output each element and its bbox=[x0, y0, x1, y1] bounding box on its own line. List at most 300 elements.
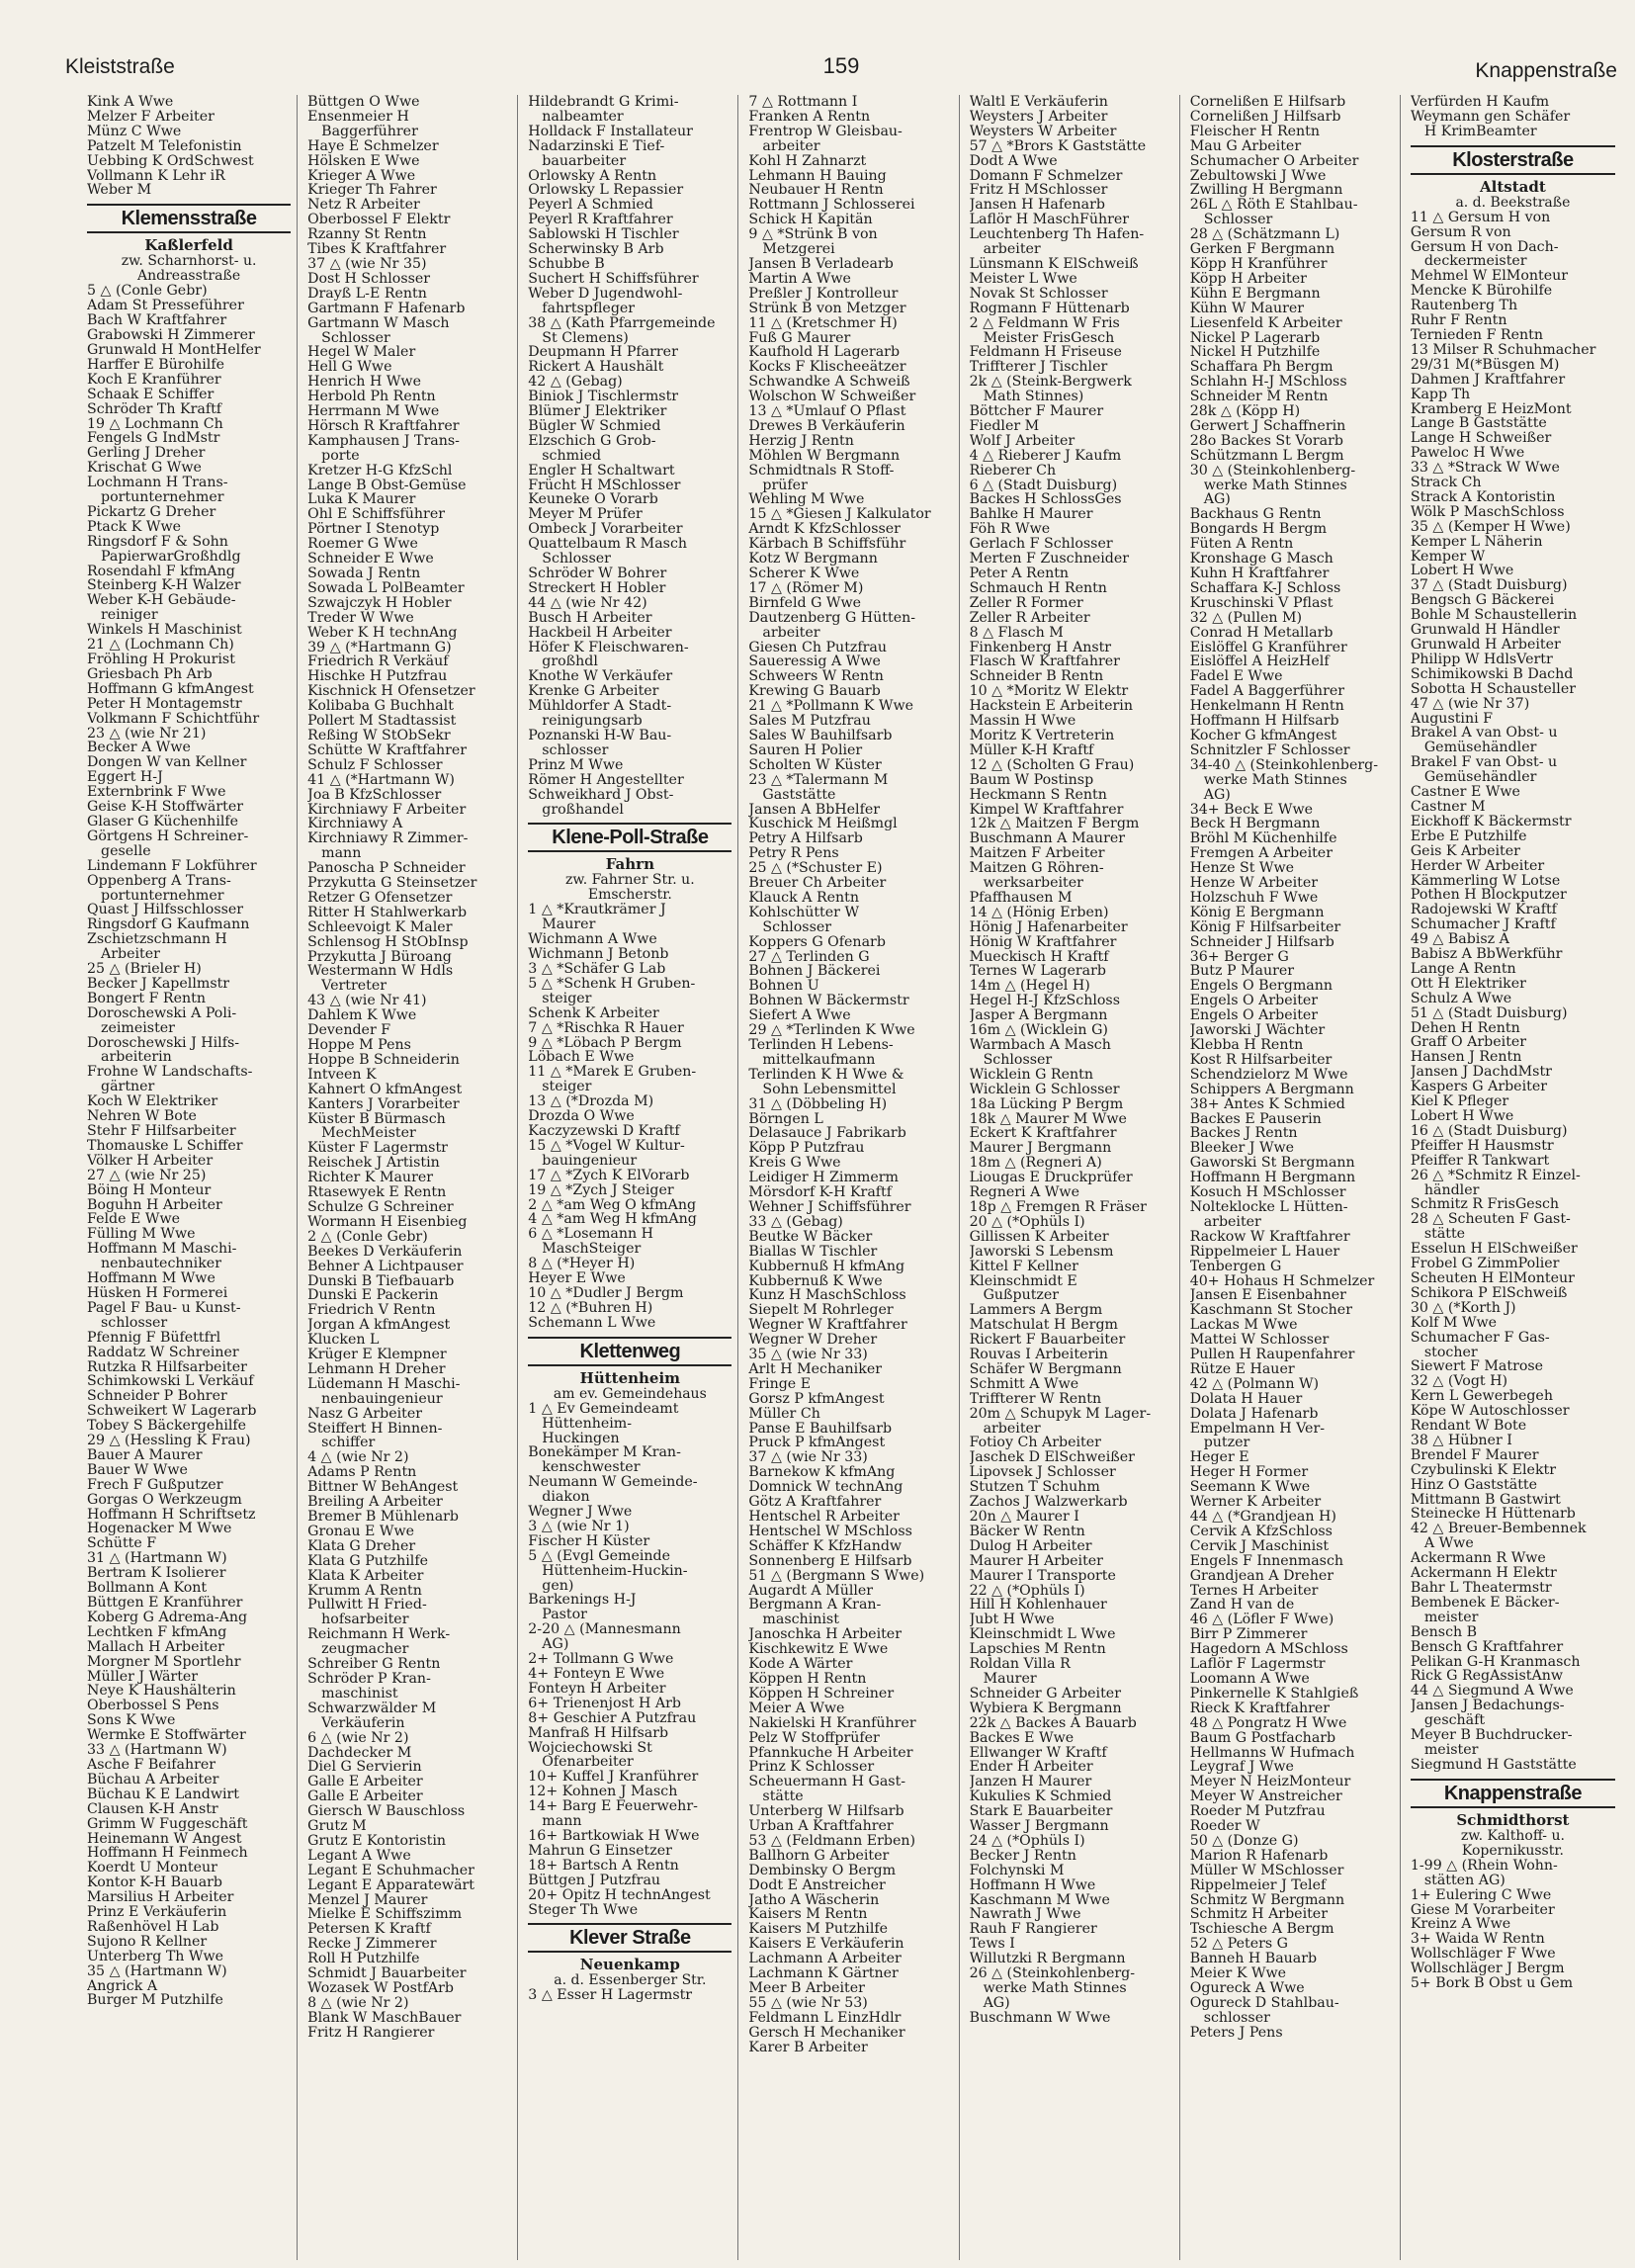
directory-entry: Koberg G Adrema-Ang bbox=[87, 1610, 248, 1625]
directory-entry: Kink A Wwe bbox=[87, 95, 174, 110]
directory-entry: Krischat G Wwe bbox=[87, 461, 202, 477]
directory-entry: Externbrink F Wwe bbox=[87, 785, 226, 801]
directory-entry: Felde E Wwe bbox=[87, 1212, 180, 1228]
directory-entry: Strack A Kontoristin bbox=[1410, 489, 1556, 505]
entry-continuation: Baggerführer bbox=[321, 124, 418, 139]
directory-entry: 39 △ (*Hartmann G) bbox=[307, 640, 452, 655]
directory-entry: Janoschka H Arbeiter bbox=[748, 1627, 902, 1643]
entry-continuation: AG) bbox=[1203, 787, 1231, 803]
directory-entry: Hoppe B Schneiderin bbox=[307, 1052, 460, 1068]
directory-entry: 2 △ (Conle Gebr) bbox=[307, 1229, 428, 1245]
directory-entry: Ogureck D Stahlbau- bbox=[1189, 1995, 1339, 2011]
directory-entry: Engels F Innenmasch bbox=[1189, 1553, 1344, 1569]
directory-entry: Kost R Hilfsarbeiter bbox=[1189, 1052, 1333, 1068]
directory-entry: Roll H Putzhilfe bbox=[307, 1952, 420, 1967]
directory-entry: Ruhr F Rentn bbox=[1410, 313, 1507, 328]
directory-entry: Hoffmann H Feinmech bbox=[87, 1846, 248, 1862]
directory-entry: Krieger Th Fahrer bbox=[307, 183, 437, 199]
directory-entry: Schleevoigt K Maler bbox=[307, 919, 453, 935]
directory-entry: Stark E Bauarbeiter bbox=[969, 1804, 1113, 1820]
directory-entry: Hackbeil H Arbeiter bbox=[528, 625, 672, 641]
directory-entry: Schreiber G Rentn bbox=[307, 1657, 441, 1672]
directory-entry: 18p △ Fremgen R Fräser bbox=[969, 1199, 1147, 1215]
directory-entry: 29 △ (Hessling K Frau) bbox=[87, 1434, 251, 1448]
directory-entry: Glaser G Küchenhilfe bbox=[87, 814, 239, 829]
directory-entry: Schütte W Kraftfahrer bbox=[307, 742, 468, 758]
directory-entry: Sales M Putzfrau bbox=[748, 714, 871, 729]
directory-entry: Schmauch H Rentn bbox=[969, 580, 1107, 596]
directory-entry: Scholten W Küster bbox=[748, 757, 882, 773]
directory-entry: Grutz E Kontoristin bbox=[307, 1833, 447, 1849]
directory-entry: Schützmann L Bergm bbox=[1189, 448, 1344, 464]
directory-entry: Raddatz W Schreiner bbox=[87, 1345, 239, 1360]
directory-entry: Ternieden F Rentn bbox=[1410, 327, 1543, 343]
directory-entry: Kramberg E HeizMont bbox=[1410, 401, 1572, 417]
district-name: Kaßlerfeld bbox=[144, 236, 233, 255]
directory-entry: Kohl H Zahnarzt bbox=[748, 153, 867, 169]
directory-entry: Siepelt M Rohrleger bbox=[748, 1303, 894, 1319]
directory-entry: 15 △ *Giesen J Kalkulator bbox=[748, 507, 931, 523]
directory-entry: Hackstein E Arbeiterin bbox=[969, 699, 1133, 715]
directory-entry: Prinz K Schlosser bbox=[748, 1760, 875, 1776]
directory-entry: Birr P Zimmerer bbox=[1189, 1627, 1308, 1643]
street-location-note: a. d. Beekstraße bbox=[1455, 194, 1571, 211]
directory-entry: Oberbossel S Pens bbox=[87, 1699, 219, 1714]
directory-entry: Birnfeld G Wwe bbox=[748, 595, 862, 611]
directory-entry: Jansen J Bedachungs- bbox=[1410, 1699, 1565, 1714]
directory-entry: Czybulinski K Elektr bbox=[1410, 1462, 1557, 1478]
directory-entry: Legant E Schuhmacher bbox=[307, 1863, 474, 1878]
directory-entry: Unterberg W Hilfsarb bbox=[748, 1804, 904, 1820]
district-name: Altstadt bbox=[1480, 177, 1546, 196]
directory-entry: Kubbernuß K Wwe bbox=[748, 1273, 883, 1289]
directory-entry: Dahmen J Kraftfahrer bbox=[1410, 372, 1566, 388]
directory-entry: Büttgen J Putzfrau bbox=[528, 1873, 661, 1888]
directory-entry: Friedrich V Rentn bbox=[307, 1303, 436, 1319]
directory-entry: Nakielski H Kranführer bbox=[748, 1715, 916, 1731]
entry-continuation: gärtner bbox=[101, 1080, 155, 1095]
entry-continuation: A Wwe bbox=[1423, 1536, 1474, 1552]
directory-entry: Hoffmann H Wwe bbox=[969, 1877, 1096, 1893]
directory-entry: Diel G Servierin bbox=[307, 1760, 422, 1776]
directory-entry: Bonekämper M Kran- bbox=[528, 1445, 681, 1461]
directory-entry: 32 △ (Pullen M) bbox=[1189, 610, 1303, 626]
directory-entry: Drozda O Wwe bbox=[528, 1109, 635, 1124]
directory-entry: Wichmann A Wwe bbox=[528, 932, 657, 948]
directory-entry: Dost H Schlosser bbox=[307, 271, 431, 287]
directory-entry: Kahnert O kfmAngest bbox=[307, 1082, 463, 1097]
directory-entry: Feldmann H Friseuse bbox=[969, 345, 1122, 361]
directory-entry: Lange H Schweißer bbox=[1410, 431, 1552, 447]
entry-continuation: steiger bbox=[542, 991, 592, 1006]
directory-entry: 42 △ Breuer-Bembennek bbox=[1410, 1522, 1587, 1537]
directory-columns bbox=[81, 95, 1621, 2260]
directory-entry: 8 △ (*Heyer H) bbox=[528, 1257, 636, 1272]
directory-entry: Augardt A Müller bbox=[748, 1583, 874, 1599]
directory-entry: Schaffara Ph Bergm bbox=[1189, 360, 1334, 376]
entry-continuation: gen) bbox=[542, 1578, 574, 1594]
directory-entry: Dautzenberg G Hütten- bbox=[748, 610, 916, 626]
directory-entry: Wegner W Kraftfahrer bbox=[748, 1318, 907, 1334]
directory-entry: Loomann A Wwe bbox=[1189, 1671, 1310, 1687]
directory-entry: 6+ Trienenjost H Arb bbox=[528, 1696, 681, 1711]
directory-entry: Schmitt A Wwe bbox=[969, 1376, 1079, 1392]
directory-entry: 53 △ (Feldmann Erben) bbox=[748, 1833, 916, 1849]
directory-entry: Jorgan A kfmAngest bbox=[307, 1318, 451, 1334]
directory-entry: Finkenberg H Anstr bbox=[969, 640, 1112, 655]
directory-entry: Köpe W Autoschlosser bbox=[1410, 1404, 1570, 1420]
directory-entry: 16+ Bartkowiak H Wwe bbox=[528, 1828, 700, 1844]
directory-entry: Fischer H Küster bbox=[528, 1533, 650, 1549]
directory-entry: Busch H Arbeiter bbox=[528, 610, 652, 626]
directory-entry: Gerlach F Schlosser bbox=[969, 537, 1113, 553]
entry-continuation: Hüttenheim- bbox=[542, 1416, 633, 1432]
directory-entry: Paweloc H Wwe bbox=[1410, 446, 1525, 462]
directory-entry: Galle E Arbeiter bbox=[307, 1789, 423, 1805]
directory-entry: 38 △ (Kath Pfarrgemeinde bbox=[528, 315, 716, 331]
directory-entry: Zeller R Former bbox=[969, 595, 1083, 611]
directory-entry: Büttgen E Kranführer bbox=[87, 1596, 243, 1611]
directory-entry: Klata G Dreher bbox=[307, 1538, 416, 1554]
directory-entry: 18m △ (Regneri A) bbox=[969, 1156, 1102, 1172]
street-heading: Knappenstraße bbox=[1411, 1779, 1615, 1808]
entry-continuation: H KrimBeamter bbox=[1423, 124, 1537, 139]
directory-entry: Terlinden H Lebens- bbox=[748, 1038, 894, 1053]
directory-entry: Bremer B Mühlenarb bbox=[307, 1510, 460, 1525]
directory-entry: Klauck A Rentn bbox=[748, 890, 860, 906]
directory-entry: Nadarzinski E Tief- bbox=[528, 138, 665, 154]
directory-entry: Martin A Wwe bbox=[748, 271, 851, 287]
directory-entry: Heckmann S Rentn bbox=[969, 787, 1107, 803]
directory-entry: Stutzen T Schuhm bbox=[969, 1480, 1100, 1496]
directory-entry: Weysters W Arbeiter bbox=[969, 124, 1117, 139]
directory-entry: Wojciechowski St bbox=[528, 1740, 652, 1756]
directory-entry: Schneider E Wwe bbox=[307, 552, 434, 567]
directory-entry: Rendant W Bote bbox=[1410, 1419, 1527, 1434]
directory-entry: Adam St Presseführer bbox=[87, 299, 244, 314]
directory-entry: Baum G Postfacharb bbox=[1189, 1730, 1336, 1746]
directory-entry: Liesenfeld K Arbeiter bbox=[1189, 315, 1342, 331]
directory-entry: Hoppe M Pens bbox=[307, 1038, 411, 1053]
directory-entry: Lachmann K Gärtner bbox=[748, 1966, 899, 1981]
entry-continuation: zeimeister bbox=[101, 1020, 175, 1036]
directory-entry: Giesen Ch Putzfrau bbox=[748, 640, 888, 655]
directory-entry: 27 △ (wie Nr 25) bbox=[87, 1168, 207, 1183]
directory-entry: Erbe E Putzhilfe bbox=[1410, 829, 1527, 844]
entry-continuation: Hüttenheim-Huckin- bbox=[542, 1563, 688, 1579]
directory-entry: Pullwitt H Fried- bbox=[307, 1598, 427, 1614]
entry-continuation: schlosser bbox=[101, 1315, 168, 1331]
directory-entry: Mattei W Schlosser bbox=[1189, 1333, 1330, 1349]
directory-entry: Büttgen O Wwe bbox=[307, 95, 420, 110]
directory-entry: Hill H Kohlenhauer bbox=[969, 1598, 1107, 1614]
directory-entry: Orlowsky L Repassier bbox=[528, 183, 684, 199]
directory-entry: 23 △ *Talermann M bbox=[748, 772, 889, 788]
directory-entry: 14 △ (Hönig Erben) bbox=[969, 905, 1109, 920]
column-3 bbox=[522, 95, 738, 2260]
directory-entry: Wollschläger F Wwe bbox=[1410, 1947, 1556, 1963]
directory-entry: Backes E Pauserin bbox=[1189, 1111, 1322, 1127]
directory-entry: Hansen J Rentn bbox=[1410, 1050, 1522, 1066]
directory-entry: Schumacher O Arbeiter bbox=[1189, 153, 1359, 169]
directory-entry: Schwandke A Schweiß bbox=[748, 375, 910, 391]
directory-entry: Schenk K Arbeiter bbox=[528, 1005, 659, 1021]
directory-entry: 15 △ *Vogel W Kultur- bbox=[528, 1138, 685, 1154]
directory-entry: 21 △ (Lochmann Ch) bbox=[87, 638, 234, 653]
directory-entry: Krenke G Arbeiter bbox=[528, 684, 659, 700]
directory-entry: Rouvas I Arbeiterin bbox=[969, 1348, 1108, 1362]
directory-entry: Merten F Zuschneider bbox=[969, 552, 1130, 567]
directory-entry: Meyer M Prüfer bbox=[528, 507, 643, 523]
directory-entry: Kemper W bbox=[1410, 549, 1486, 565]
entry-continuation: Pastor bbox=[542, 1608, 587, 1623]
directory-entry: Morgner M Sportlehr bbox=[87, 1654, 241, 1670]
directory-entry: Kämmerling W Lotse bbox=[1410, 873, 1561, 889]
directory-entry: Kirchniawy A bbox=[307, 817, 403, 832]
directory-entry: Schick H Kapitän bbox=[748, 213, 873, 228]
directory-entry: Ogureck A Wwe bbox=[1189, 1981, 1305, 1996]
directory-entry: Bongert F Rentn bbox=[87, 991, 206, 1006]
directory-entry: Hoffmann M Wwe bbox=[87, 1271, 215, 1286]
directory-entry: Zachos J Walzwerkarb bbox=[969, 1495, 1128, 1510]
directory-entry: Schikora P ElSchweiß bbox=[1410, 1285, 1568, 1301]
entry-continuation: maschinist bbox=[321, 1686, 398, 1701]
directory-entry: Rippelmeier J Telef bbox=[1189, 1877, 1327, 1893]
directory-entry: Gronau E Wwe bbox=[307, 1524, 415, 1539]
directory-entry: Roemer G Wwe bbox=[307, 537, 418, 553]
directory-entry: 47 △ (wie Nr 37) bbox=[1410, 696, 1530, 712]
entry-continuation: arbeiter bbox=[983, 242, 1041, 257]
entry-continuation: geselle bbox=[101, 843, 151, 859]
directory-entry: Steiffert H Binnen- bbox=[307, 1421, 443, 1437]
directory-entry: 30 △ (Steinkohlenberg- bbox=[1189, 463, 1356, 479]
directory-entry: 28o Backes St Vorarb bbox=[1189, 433, 1343, 449]
directory-entry: Ott H Elektriker bbox=[1410, 976, 1526, 992]
entry-continuation: portunternehmer bbox=[101, 888, 224, 904]
directory-entry: Oppenberg A Trans- bbox=[87, 873, 231, 889]
directory-entry: Schulz A Wwe bbox=[1410, 991, 1512, 1006]
directory-entry: Pfannkuche H Arbeiter bbox=[748, 1745, 913, 1761]
directory-entry: Holzschuh F Wwe bbox=[1189, 890, 1319, 906]
directory-entry: Rzanny St Rentn bbox=[307, 227, 427, 243]
directory-entry: Müller J Wärter bbox=[87, 1669, 199, 1685]
directory-entry: Krewing G Bauarb bbox=[748, 684, 881, 700]
directory-entry: Kubbernuß H kfmAng bbox=[748, 1259, 905, 1274]
directory-entry: Keuneke O Vorarb bbox=[528, 492, 658, 508]
directory-entry: Klucken L bbox=[307, 1333, 380, 1349]
directory-entry: Weysters J Arbeiter bbox=[969, 109, 1108, 125]
directory-entry: Schnitzler F Schlosser bbox=[1189, 742, 1350, 758]
directory-entry: 50 △ (Donze G) bbox=[1189, 1833, 1299, 1849]
directory-entry: Heyer E Wwe bbox=[528, 1271, 626, 1286]
directory-entry: Heger H Former bbox=[1189, 1465, 1309, 1481]
directory-entry: Fonteyn H Arbeiter bbox=[528, 1681, 666, 1697]
directory-entry: Fritz H MSchlosser bbox=[969, 183, 1108, 199]
directory-entry: Kotz W Bergmann bbox=[748, 552, 878, 567]
entry-continuation: nenbautechniker bbox=[101, 1257, 221, 1272]
directory-entry: Dachdecker M bbox=[307, 1745, 412, 1761]
directory-entry: Laflör F Lagermstr bbox=[1189, 1657, 1326, 1672]
directory-entry: Kuhn H Kraftfahrer bbox=[1189, 567, 1330, 581]
directory-entry: Pothen H Blockputzer bbox=[1410, 888, 1567, 904]
entry-continuation: Meister FrisGesch bbox=[983, 330, 1115, 346]
directory-entry: Pfeiffer R Tankwart bbox=[1410, 1153, 1550, 1169]
directory-entry: Baum W Postinsp bbox=[969, 772, 1094, 788]
directory-entry: Küster F Lagermstr bbox=[307, 1141, 448, 1157]
directory-entry: Schaak E Schiffer bbox=[87, 387, 215, 402]
directory-entry: Siegmund H Gaststätte bbox=[1410, 1757, 1577, 1773]
directory-entry: Streckert H Hobler bbox=[528, 580, 666, 596]
directory-entry: Schmidt J Bauarbeiter bbox=[307, 1966, 467, 1981]
directory-entry: Winkels H Maschinist bbox=[87, 623, 242, 639]
directory-entry: Cornelißen E Hilfsarb bbox=[1189, 95, 1346, 110]
directory-entry: Gorgas O Werkzeugm bbox=[87, 1492, 242, 1508]
directory-entry: Henze W Arbeiter bbox=[1189, 876, 1319, 891]
directory-entry: 3 △ *Schäfer G Lab bbox=[528, 962, 666, 977]
directory-entry: 9 △ *Löbach P Bergm bbox=[528, 1035, 682, 1051]
directory-entry: Gaworski St Bergmann bbox=[1189, 1156, 1355, 1172]
directory-entry: Kamphausen J Trans- bbox=[307, 433, 460, 449]
directory-entry: 2 △ Feldmann W Fris bbox=[969, 315, 1120, 331]
directory-entry: Schumacher J Kraftf bbox=[1410, 917, 1556, 933]
directory-entry: Kimpel W Kraftfahrer bbox=[969, 802, 1124, 818]
directory-entry: Kemper L Näherin bbox=[1410, 534, 1543, 550]
directory-entry: Fremgen A Arbeiter bbox=[1189, 846, 1333, 862]
directory-entry: Lüdemann H Maschi- bbox=[307, 1376, 461, 1392]
directory-entry: Panoscha P Schneider bbox=[307, 861, 466, 877]
entry-continuation: stätten AG) bbox=[1423, 1873, 1506, 1888]
directory-entry: Clausen K-H Anstr bbox=[87, 1801, 218, 1817]
directory-entry: Föh R Wwe bbox=[969, 522, 1051, 538]
directory-entry: 11 △ (Kretschmer H) bbox=[748, 315, 898, 331]
directory-entry: Novak St Schlosser bbox=[969, 286, 1108, 302]
directory-entry: 28k △ (Köpp H) bbox=[1189, 404, 1301, 419]
directory-entry: Maurer H Arbeiter bbox=[969, 1553, 1103, 1569]
directory-entry: Schmidtnals R Stoff- bbox=[748, 463, 895, 479]
directory-entry: 37 △ (Stadt Duisburg) bbox=[1410, 578, 1568, 594]
directory-entry: Ensenmeier H bbox=[307, 109, 409, 125]
directory-entry: Fritz H Rangierer bbox=[307, 2025, 435, 2041]
directory-entry: Pagel F Bau- u Kunst- bbox=[87, 1300, 241, 1316]
directory-entry: Liougas E Druckprüfer bbox=[969, 1171, 1133, 1186]
directory-entry: 10 △ *Moritz W Elektr bbox=[969, 684, 1129, 700]
directory-entry: Kleinschmidt E bbox=[969, 1273, 1077, 1289]
directory-entry: 18+ Bartsch A Rentn bbox=[528, 1858, 679, 1874]
directory-entry: Jaschek D ElSchweißer bbox=[969, 1450, 1135, 1466]
directory-entry: 20+ Opitz H technAngest bbox=[528, 1887, 711, 1903]
directory-entry: Pfeiffer H Hausmstr bbox=[1410, 1138, 1554, 1154]
directory-entry: Kanters J Vorarbeiter bbox=[307, 1096, 460, 1112]
directory-entry: Frobel G ZimmPolier bbox=[1410, 1257, 1560, 1271]
directory-entry: 13 △ (*Drozda M) bbox=[528, 1094, 654, 1110]
directory-entry: Breuer Ch Arbeiter bbox=[748, 876, 887, 891]
directory-entry: Höfer K Fleischwaren- bbox=[528, 640, 689, 655]
directory-entry: 26 △ (Steinkohlenberg- bbox=[969, 1966, 1136, 1981]
directory-entry: Beutke W Bäcker bbox=[748, 1229, 873, 1245]
directory-entry: Bohle M Schaustellerin bbox=[1410, 608, 1578, 624]
directory-entry: Küster B Bürmasch bbox=[307, 1111, 446, 1127]
directory-entry: Rottmann J Schlosserei bbox=[748, 198, 915, 214]
directory-entry: Beck H Bergmann bbox=[1189, 817, 1321, 832]
directory-entry: Meyer B Buchdrucker- bbox=[1410, 1728, 1573, 1743]
directory-entry: Ritter H Stahlwerkarb bbox=[307, 905, 468, 920]
directory-entry: Beekes D Verkäuferin bbox=[307, 1244, 463, 1260]
directory-entry: Zand H van de bbox=[1189, 1598, 1295, 1614]
directory-entry: 32 △ (Vogt H) bbox=[1410, 1374, 1508, 1390]
directory-entry: Hagedorn A MSchloss bbox=[1189, 1642, 1348, 1658]
directory-entry: Hoffmann G kfmAngest bbox=[87, 681, 254, 697]
directory-entry: 4 △ *am Weg H kfmAng bbox=[528, 1212, 697, 1228]
directory-entry: 14m △ (Hegel H) bbox=[969, 979, 1090, 995]
directory-entry: Galle E Arbeiter bbox=[307, 1775, 423, 1790]
directory-entry: 38+ Antes K Schmied bbox=[1189, 1096, 1345, 1112]
directory-entry: Ternes H Arbeiter bbox=[1189, 1583, 1319, 1599]
directory-entry: Tews I bbox=[969, 1937, 1015, 1953]
directory-entry: Bauer W Wwe bbox=[87, 1462, 188, 1478]
directory-entry: 4 △ (wie Nr 2) bbox=[307, 1450, 409, 1466]
directory-entry: Rickert A Haushält bbox=[528, 360, 664, 376]
directory-entry: Wollschläger J Bergm bbox=[1410, 1962, 1565, 1977]
directory-entry: Jansen B Verladearb bbox=[748, 256, 894, 272]
directory-entry: Eislöffel A HeizHelf bbox=[1189, 654, 1330, 670]
directory-entry: Mau G Arbeiter bbox=[1189, 138, 1302, 154]
entry-continuation: stätte bbox=[1423, 1227, 1466, 1243]
directory-entry: Schulz F Schlosser bbox=[307, 757, 443, 773]
directory-entry: 21 △ *Pollmann K Wwe bbox=[748, 699, 914, 715]
directory-entry: Suchert H Schiffsführer bbox=[528, 271, 699, 287]
directory-entry: Bahr L Theatermstr bbox=[1410, 1581, 1552, 1596]
directory-entry: Peter H Montagemstr bbox=[87, 696, 242, 712]
directory-entry: Frohne W Landschafts- bbox=[87, 1065, 253, 1081]
directory-entry: Leuchtenberg Th Hafen- bbox=[969, 227, 1145, 243]
directory-entry: König E Bergmann bbox=[1189, 905, 1325, 920]
directory-entry: Kukulies K Schmied bbox=[969, 1789, 1112, 1805]
directory-entry: Cervik J Maschinist bbox=[1189, 1538, 1330, 1554]
directory-entry: Steinecke H Hüttenarb bbox=[1410, 1507, 1576, 1523]
directory-entry: Cervik A KfzSchloss bbox=[1189, 1524, 1333, 1539]
directory-entry: Hellmanns W Hufmach bbox=[1189, 1745, 1355, 1761]
page-header bbox=[65, 49, 1617, 85]
directory-entry: 33 △ (Hartmann W) bbox=[87, 1743, 227, 1758]
directory-entry: 28 △ Scheuten F Gast- bbox=[1410, 1212, 1571, 1228]
directory-entry: Neumann W Gemeinde- bbox=[528, 1475, 698, 1491]
directory-entry: Ellwanger W Kraftf bbox=[969, 1745, 1107, 1761]
directory-entry: Meer B Arbeiter bbox=[748, 1981, 865, 1996]
directory-entry: Rackow W Kraftfahrer bbox=[1189, 1229, 1350, 1245]
directory-entry: Dolata H Hauer bbox=[1189, 1391, 1303, 1407]
entry-continuation: Maurer bbox=[542, 917, 596, 933]
directory-entry: Prinz E Verkäuferin bbox=[87, 1905, 227, 1920]
directory-entry: Bohnen U bbox=[748, 979, 819, 995]
column-1 bbox=[81, 95, 298, 2260]
directory-entry: Meier K Wwe bbox=[1189, 1966, 1287, 1981]
directory-entry: Lochmann H Trans- bbox=[87, 476, 228, 491]
entry-continuation: Schlosser bbox=[983, 1052, 1053, 1068]
directory-entry: Adams P Rentn bbox=[307, 1465, 417, 1481]
directory-entry: Hörsch R Kraftfahrer bbox=[307, 418, 460, 434]
directory-entry: Dodt A Wwe bbox=[969, 153, 1058, 169]
directory-entry: Köpp H Arbeiter bbox=[1189, 271, 1307, 287]
directory-entry: Mueckisch H Kraftf bbox=[969, 949, 1109, 965]
directory-entry: Herder W Arbeiter bbox=[1410, 858, 1545, 874]
directory-entry: Kontor K-H Bauarb bbox=[87, 1875, 223, 1891]
directory-entry: Kischnick H Ofensetzer bbox=[307, 684, 475, 700]
entry-continuation: meister bbox=[1423, 1742, 1479, 1758]
directory-entry: 37 △ (wie Nr 35) bbox=[307, 256, 427, 272]
directory-entry: 42 △ (Gebag) bbox=[528, 375, 623, 391]
directory-entry: Grabowski H Zimmerer bbox=[87, 328, 255, 343]
directory-entry: 25 △ (Brieler H) bbox=[87, 962, 202, 977]
